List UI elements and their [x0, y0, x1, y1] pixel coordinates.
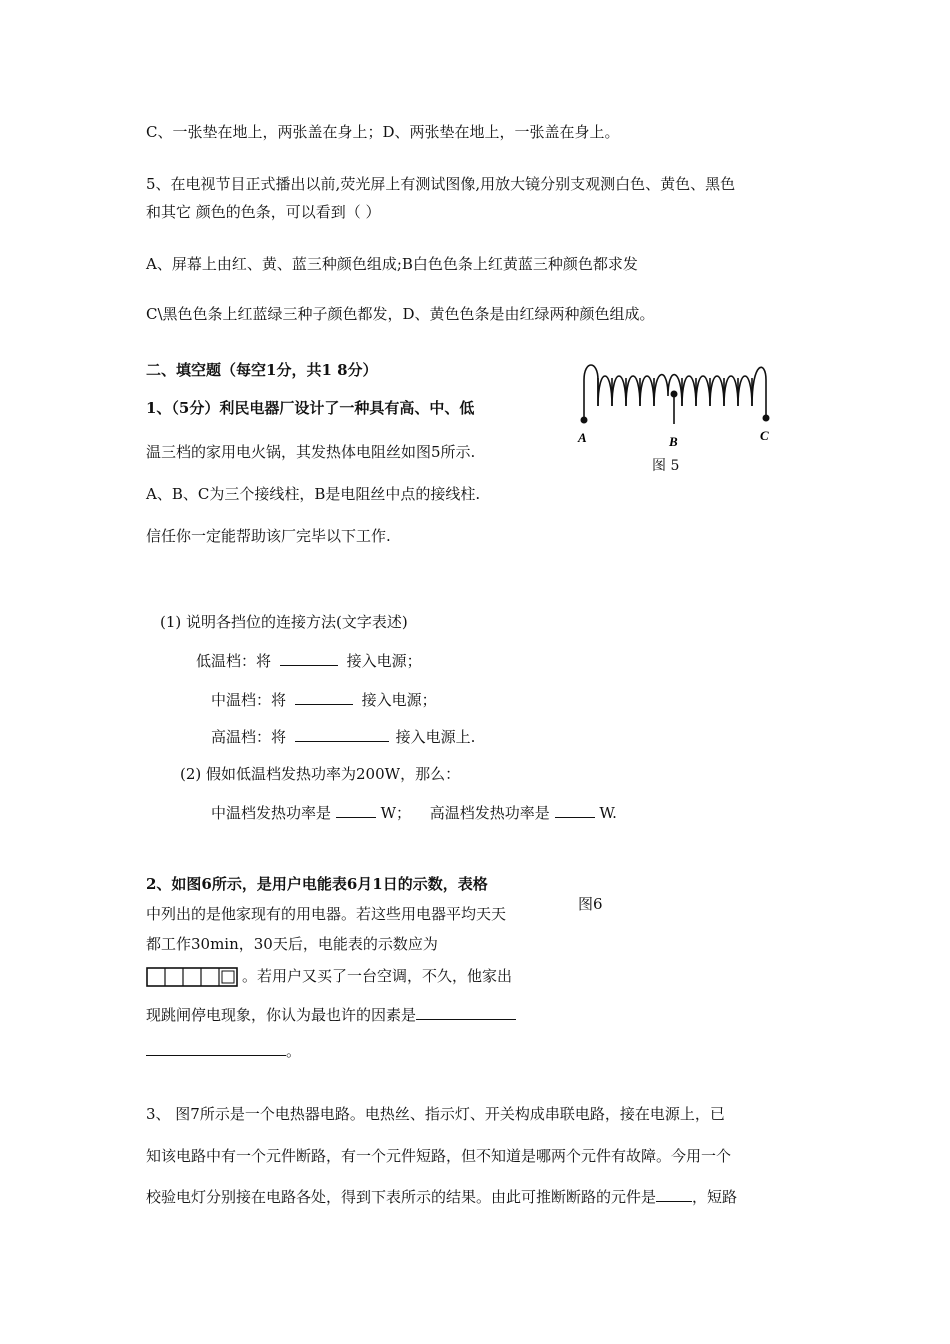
low-gear-line — [196, 650, 422, 671]
high-gear-suffix: 接入电源上. — [395, 728, 476, 746]
figure-5-resistance-coil — [572, 358, 782, 450]
label-c: C — [760, 428, 769, 443]
mid-power-unit: W； — [380, 804, 411, 822]
section-heading: 二、填空题（每空1分，共1 8分） — [146, 361, 378, 379]
high-power-label: 高温档发热功率是 — [429, 804, 550, 822]
q2-stem-line1 — [146, 874, 488, 894]
high-power-unit: W. — [599, 804, 617, 822]
q2-end-mark: 。 — [286, 1042, 302, 1060]
q5-options-cd: C\黑色色条上红蓝绿三种子颜色都发，D、黄色色条是由红绿两种颜色组成。 — [146, 305, 655, 323]
cause-blank-1[interactable] — [416, 1004, 516, 1020]
q1-sub2: (2) 假如低温档发热功率为200W，那么： — [180, 765, 461, 783]
q1-stem-line1: 1、（5分）利民电器厂设计了一种具有高、中、低 — [146, 399, 475, 417]
terminal-b — [671, 391, 678, 398]
figure-5-caption: 图 5 — [652, 458, 680, 474]
q1-stem-line2: 温三档的家用电火锅，其发热体电阻丝如图5所示. — [146, 443, 476, 461]
q1-sub1: (1) 说明各挡位的连接方法(文字表述) — [160, 613, 408, 631]
terminal-c — [763, 415, 770, 422]
cause-blank-2[interactable] — [146, 1040, 286, 1056]
label-b: B — [669, 434, 678, 449]
q2-stem-text: 2、如图6所示，是用户电能表6月1日的示数，表格 — [146, 875, 488, 893]
high-gear-line — [211, 726, 475, 747]
mid-gear-blank[interactable] — [295, 689, 353, 705]
high-gear-blank[interactable] — [295, 726, 389, 742]
q5-stem-line2: 和其它 颜色的色条，可以看到（ ） — [146, 203, 381, 221]
mid-gear-line — [211, 689, 437, 710]
q5-stem-line1: 5、在电视节目正式播出以前,荧光屏上有测试图像,用放大镜分别支观测白色、黄色、黑色 — [146, 175, 736, 193]
mid-gear-suffix: 接入电源； — [361, 691, 437, 709]
q2-stem-line5-text: 现跳闸停电现象，你认为最也许的因素是 — [146, 1006, 417, 1024]
q3-stem-text: 3、 图7所示是一个电热器电路。电热丝、指示灯、开关构成串联电路，接在电源上，已 — [146, 1105, 725, 1123]
q3-stem-line2: 知该电路中有一个元件断路，有一个元件短路，但不知道是哪两个元件有故障。今用一个 — [146, 1147, 732, 1165]
power-line — [211, 802, 617, 823]
q2-stem-line5 — [146, 1004, 516, 1025]
q3-stem-line1 — [146, 1104, 725, 1124]
mid-gear-prefix: 中温档：将 — [211, 691, 287, 709]
q2-stem-line4-text: 。若用户又买了一台空调，不久，他家出 — [242, 967, 513, 985]
q3-stem-line3-tail: ，短路 — [692, 1188, 738, 1206]
low-gear-suffix: 接入电源； — [346, 652, 422, 670]
mid-power-blank[interactable] — [336, 802, 376, 818]
figure-6-label: 图6 — [578, 895, 603, 913]
q3-stem-line3 — [146, 1186, 737, 1207]
q2-stem-line4 — [146, 966, 512, 988]
q1-stem-line3: A、B、C为三个接线柱，B是电阻丝中点的接线柱. — [146, 485, 481, 503]
q2-stem-line2: 中列出的是他家现有的用电器。若这些用电器平均天天 — [146, 905, 507, 923]
q2-stem-line3: 都工作30min，30天后，电能表的示数应为 — [146, 935, 438, 953]
q4-options-cd: C、一张垫在地上，两张盖在身上；D、两张垫在地上，一张盖在身上。 — [146, 123, 620, 141]
low-gear-prefix: 低温档：将 — [196, 652, 272, 670]
q2-stem-line6 — [146, 1040, 301, 1061]
high-power-blank[interactable] — [555, 802, 595, 818]
terminal-a — [581, 417, 588, 424]
q5-options-ab: A、屏幕上由红、黄、蓝三种颜色组成;B白色色条上红黄蓝三种颜色都求发 — [146, 255, 638, 273]
q1-stem-line4: 信任你一定能帮助该厂完毕以下工作. — [146, 527, 391, 545]
q3-stem-line3-text: 校验电灯分别接在电路各处，得到下表所示的结果。由此可推断断路的元件是 — [146, 1188, 657, 1206]
high-gear-prefix: 高温档：将 — [211, 728, 287, 746]
meter-reading-boxes[interactable] — [146, 966, 240, 988]
label-a: A — [578, 430, 587, 445]
open-circuit-blank[interactable] — [656, 1186, 692, 1202]
low-gear-blank[interactable] — [280, 650, 338, 666]
mid-power-label: 中温档发热功率是 — [211, 804, 332, 822]
